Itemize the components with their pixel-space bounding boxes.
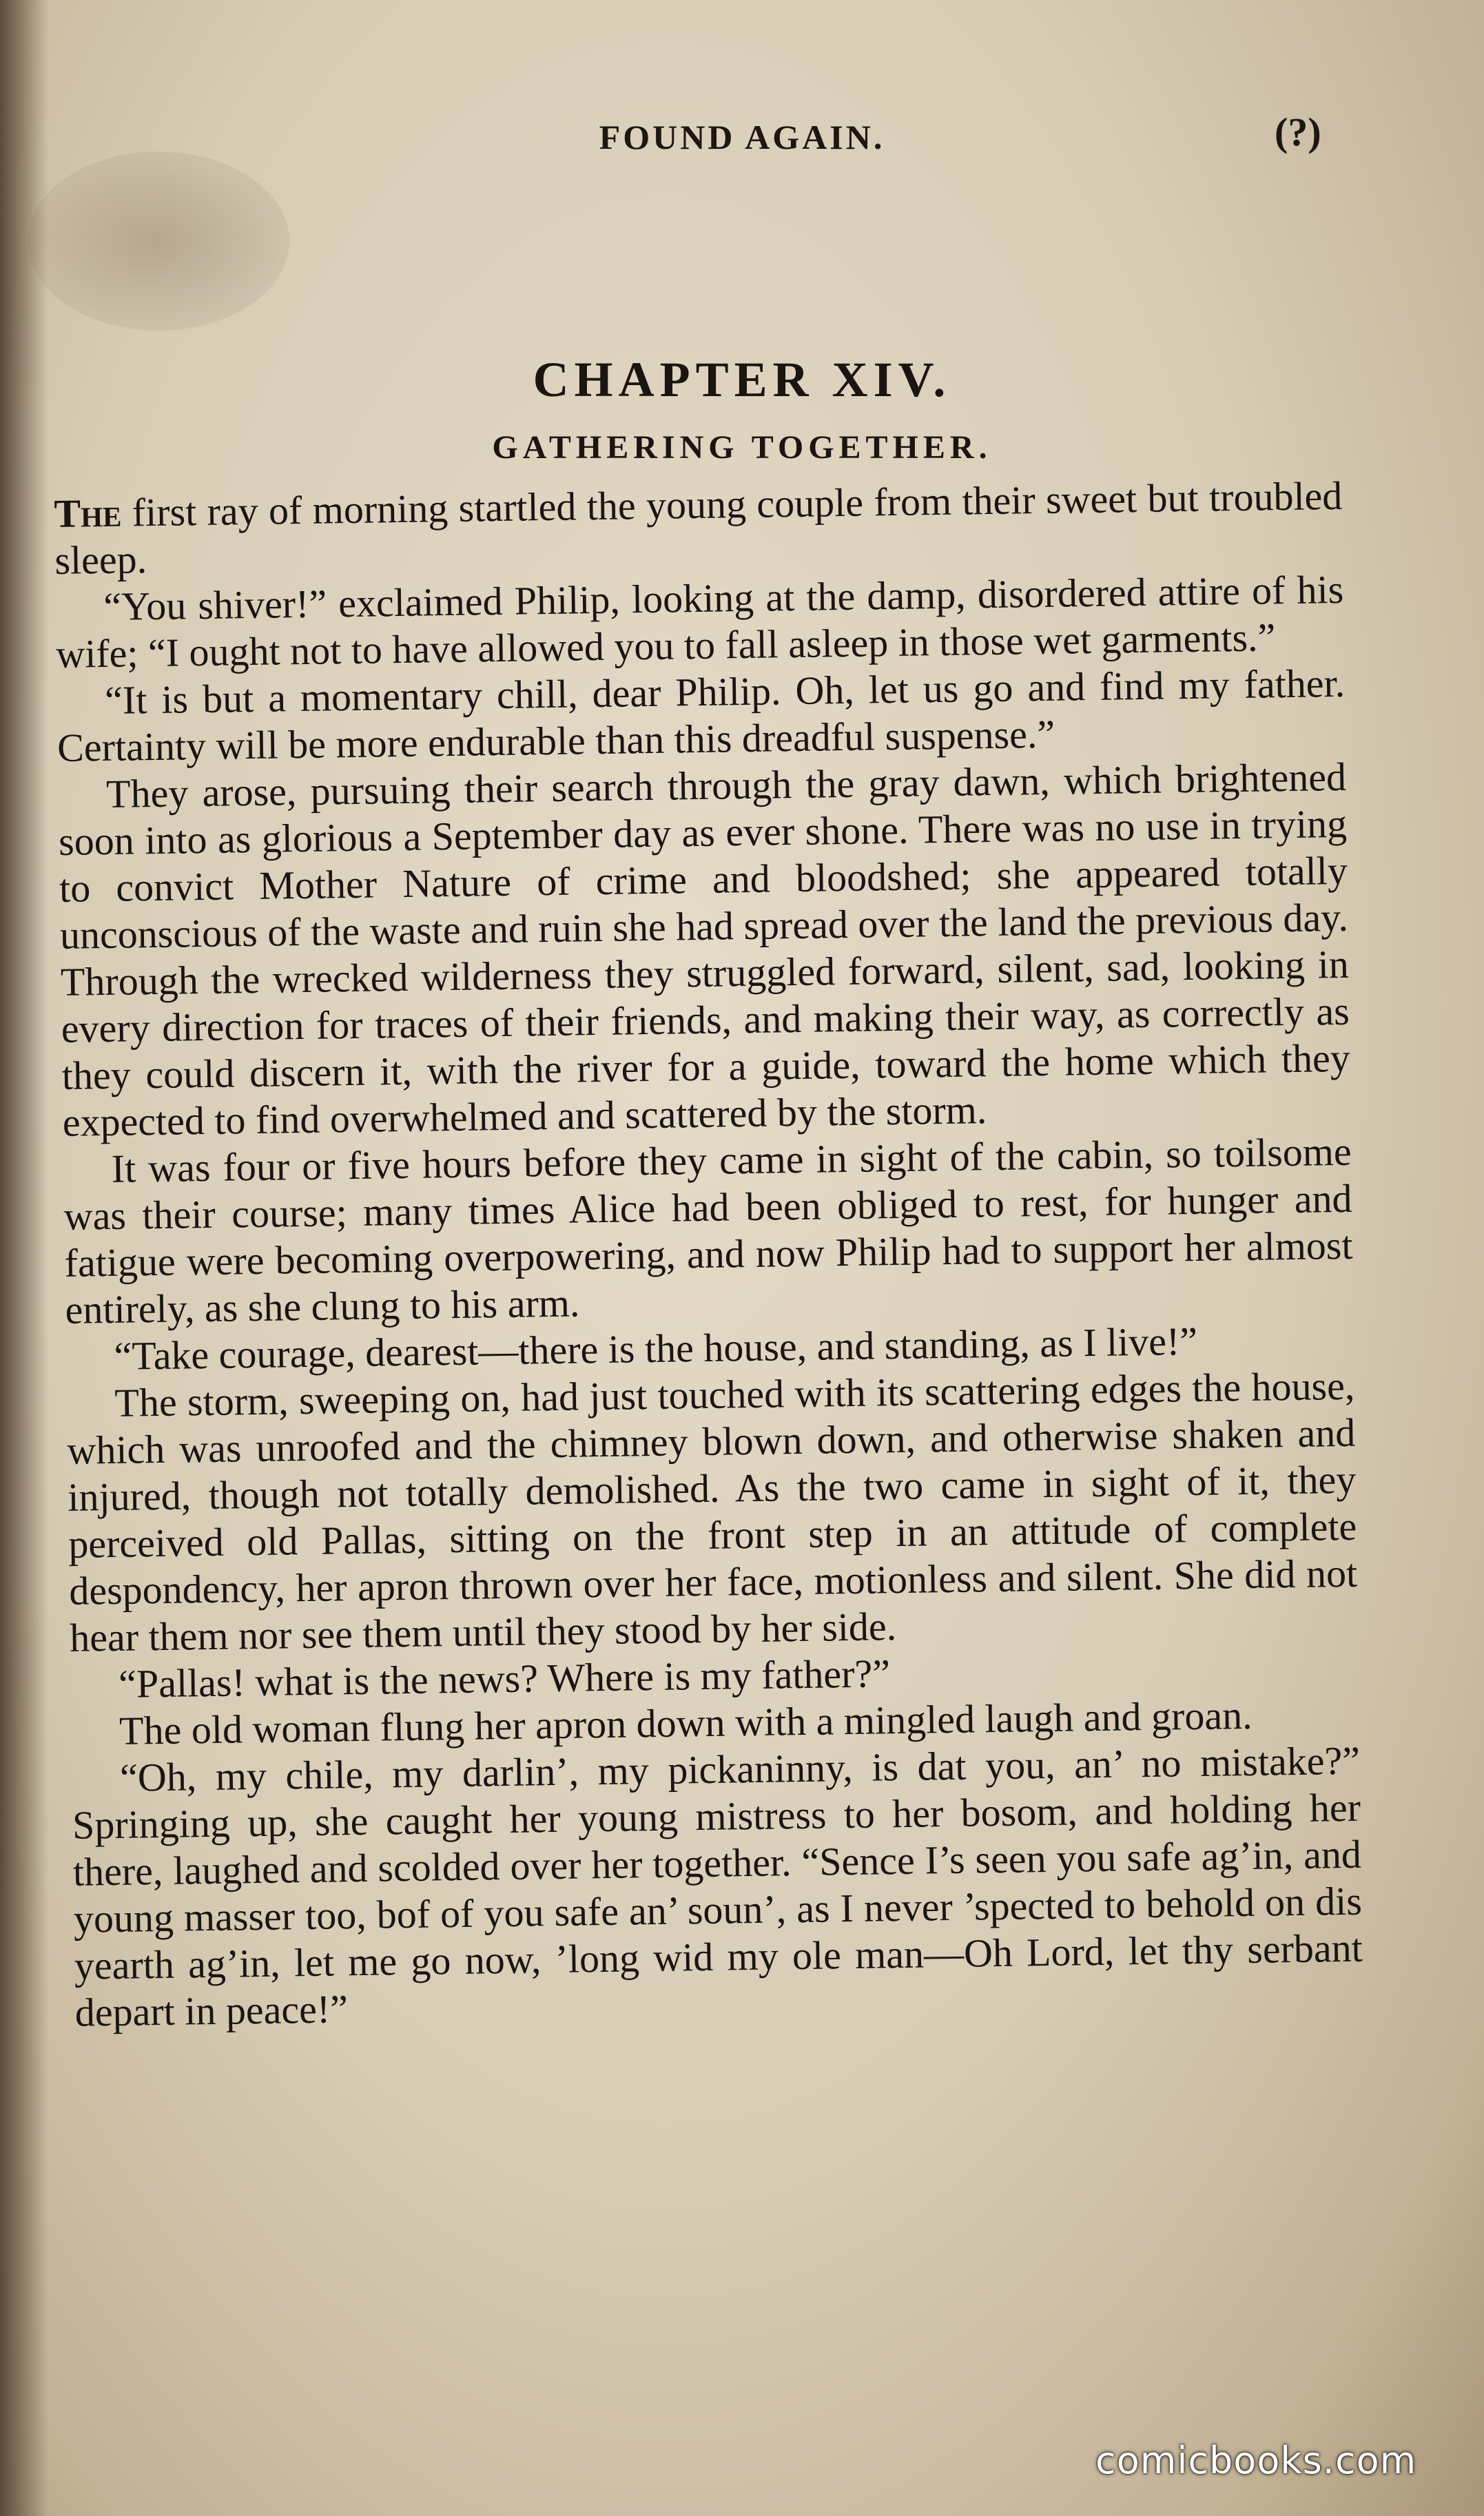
paragraph-text: first ray of morning startled the young couple from their sweet but troubled sleep. — [54, 473, 1343, 583]
paragraph: “Oh, my chile, my darlin’, my pickaninny, is dat you, an’ no mistake?” Springing up, she caught her young mistress to her bosom, and holding her there, laughed and scolded over her together. “Sence I’s seen you safe ag’in, and young masser too, bof of you safe an’ soun’, as I never ’spected to behold on dis yearth ag’in, let me go now, ’long wid my ole man—Oh Lord, let thy serbant depart in peace!” — [72, 1738, 1363, 2035]
paragraph: “Take courage, dearest—there is the house, and standing, as I live!” — [114, 1318, 1198, 1379]
paragraph: It was four or five hours before they came in sight of the cabin, so toilsome was their course; many times Alice had been obliged to rest, for hunger and fatigue were becoming overpowering, and now Philip had to support her almost entirely, as she clung to his arm. — [63, 1128, 1353, 1332]
paper-stain — [28, 152, 289, 331]
paragraph: The old woman flung her apron down with a mingled laugh and groan. — [118, 1692, 1253, 1753]
chapter-subtitle: GATHERING TOGETHER. — [492, 429, 992, 466]
paragraph: “Pallas! what is the news? Where is my father?” — [118, 1651, 891, 1706]
paragraph: The storm, sweeping on, had just touched with its scattering edges the house, which was unroofed and the chimney blown down, and otherwise shaken and injured, though not totally demolished. As the two came in sight of it, they perceived old Pallas, sitting on the front step in an attitude of complete despondency, her apron thrown over her face, motionless and silent. She did not hear them nor see them until they stood by her side. — [67, 1363, 1358, 1660]
paragraph-lead-word: The — [54, 490, 122, 536]
watermark: comicbooks.com — [1095, 2439, 1417, 2482]
chapter-title: CHAPTER XIV. — [533, 352, 951, 407]
body-text — [54, 473, 1363, 2036]
paragraph: “You shiver!” exclaimed Philip, looking at the damp, disordered attire of his wife; “I ought not to have allowed you to fall asleep in those wet garments.” — [55, 566, 1344, 677]
paragraph — [54, 473, 1343, 584]
paragraph: “It is but a momentary chill, dear Philip. Oh, let us go and find my father. Certainty will be more endurable than this dreadful suspense.” — [56, 660, 1346, 770]
running-head: FOUND AGAIN. — [599, 118, 885, 156]
paragraph: They arose, pursuing their search through the gray dawn, which brightened soon into as glorious a September day as ever shone. There was no use in trying to convict Mother Nature of crime and bloodshed; she appeared totally unconscious of the waste and ruin she had spread over the land the previous day. Through the wrecked wilderness they struggled forward, silent, sad, looking in every direction for traces of their friends, and making their way, as correctly as they could discern it, with the river for a guide, toward the home which they expected to find overwhelmed and scattered by the storm. — [58, 754, 1351, 1145]
page-number: (?) — [1275, 110, 1321, 154]
